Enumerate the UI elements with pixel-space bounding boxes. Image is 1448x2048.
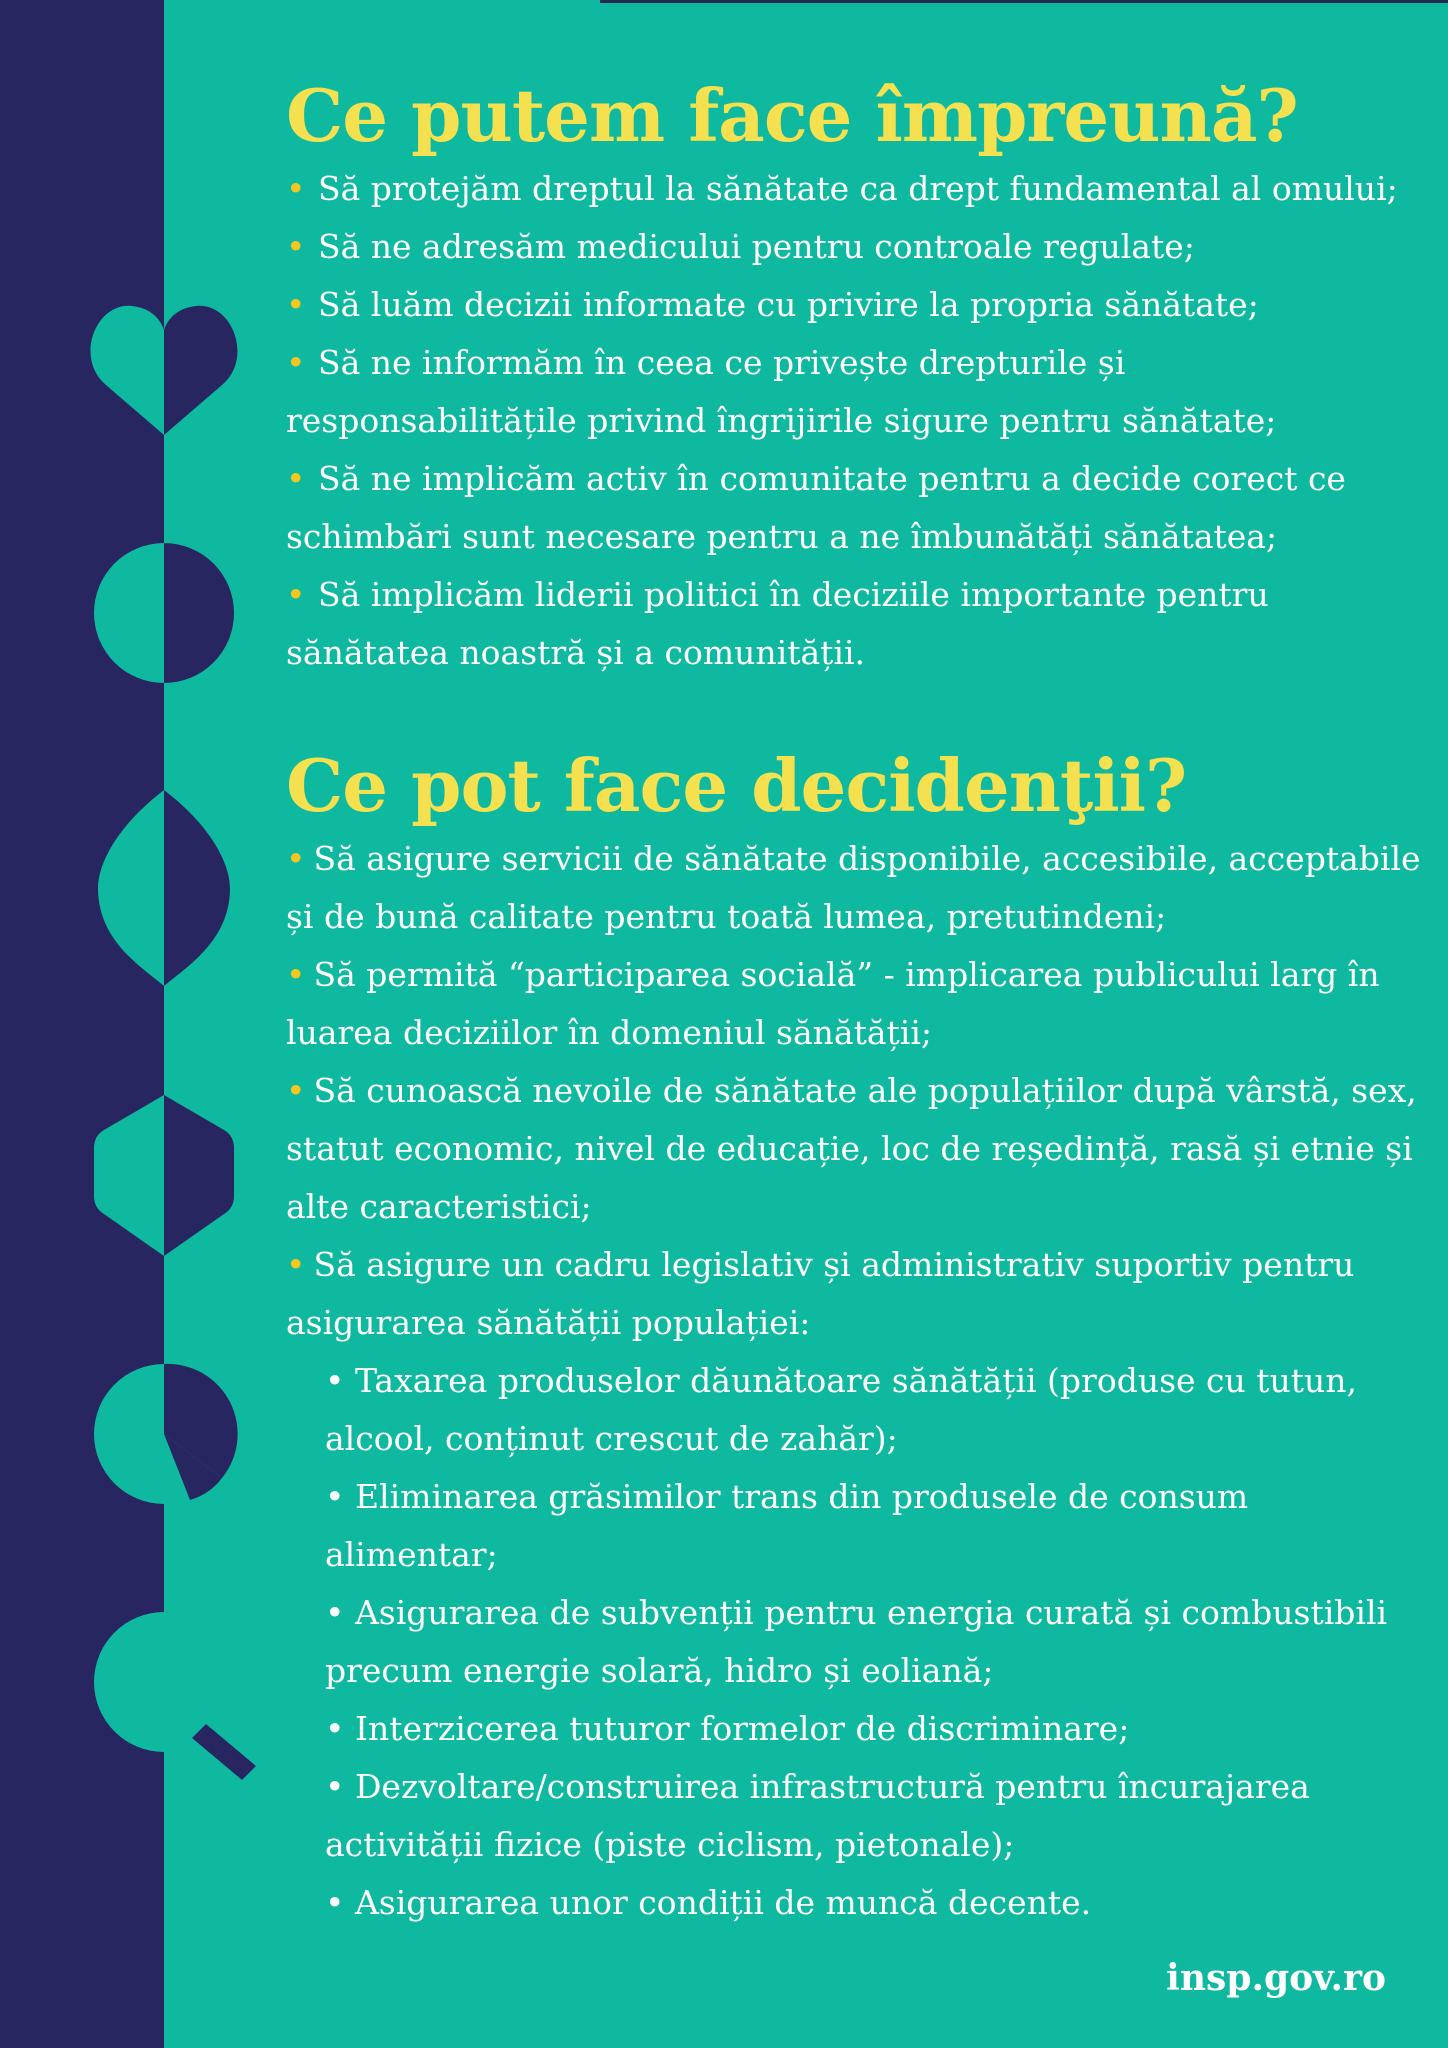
together-list [286,160,1426,682]
sublist-item-text: Eliminarea grăsimilor trans din produsele de consum alimentar; [325,1477,1249,1574]
list-item-text: Să asigure un cadru legislativ și administrativ suportiv pentru asigurarea sănătății populației: [286,1245,1355,1342]
main-content [286,72,1426,1932]
magnifier-shape-icon [94,1612,256,1780]
decorative-shapes [0,0,300,2048]
list-item-text: Să permită “participarea socială” - implicarea publicului larg în luarea deciziilor în domeniul sănătății; [286,955,1380,1052]
sublist-item-text: Asigurarea de subvenții pentru energia curată și combustibili precum energie solară, hidro și eoliană; [325,1593,1388,1690]
list-item [286,830,1426,946]
list-item-text: Să asigure servicii de sănătate disponibile, accesibile, acceptabile și de bună calitate pentru toată lumea, pretutindeni; [286,839,1421,936]
list-item: • Să implicăm liderii politici în deciziile importante pentru sănătatea noastră și a comunității. [286,566,1426,682]
list-item [286,1236,1426,1352]
sublist-item-text: Dezvoltare/construirea infrastructură pentru încurajarea activității fizice (piste ciclism, pietonale); [325,1767,1310,1864]
list-item: • Să protejăm dreptul la sănătate ca drept fundamental al omului; [286,160,1426,218]
sublist-item [325,1700,1426,1758]
list-item [286,1062,1426,1236]
sublist-item-text: Asigurarea unor condiții de muncă decente. [354,1883,1092,1922]
sublist-item [325,1584,1426,1700]
top-border-line [600,0,1448,3]
sublist-item [325,1468,1426,1584]
hexagon-shape-icon [94,1095,234,1256]
circle-shape-icon [94,543,234,683]
sublist-item-text: Taxarea produselor dăunătoare sănătății (produse cu tutun, alcool, conținut crescut de zahăr); [325,1361,1358,1458]
list-item-text: Să cunoască nevoile de sănătate ale populațiilor după vârstă, sex, statut economic, nivel de educație, loc de reședință, rasă și etnie și alte caracteristici; [286,1071,1417,1226]
list-item: • Să ne implicăm activ în comunitate pentru a decide corect ce schimbări sunt necesare pentru a ne îmbunătăți sănătatea; [286,450,1426,566]
list-item: • Să ne adresăm medicului pentru controale regulate; [286,218,1426,276]
sublist-item-text: Interzicerea tuturor formelor de discriminare; [354,1709,1130,1748]
heart-shape-icon [91,306,238,435]
decision-makers-list [286,830,1426,1352]
section-decision-makers [286,742,1426,1932]
sublist-item [325,1352,1426,1468]
list-item [286,946,1426,1062]
section-together [286,72,1426,682]
website-link[interactable]: insp.gov.ro [1166,1957,1386,1999]
list-item: • Să luăm decizii informate cu privire la propria sănătate; [286,276,1426,334]
sublist-item [325,1758,1426,1874]
list-item: • Să ne informăm în ceea ce privește drepturile și responsabilitățile privind îngrijirile sigure pentru sănătate; [286,334,1426,450]
leaf-shape-icon [98,790,230,986]
sublist-item [325,1874,1426,1932]
section-title: Ce pot face decidenţii? [286,743,1187,828]
section-title: Ce putem face împreună? [286,73,1298,158]
measures-sublist [286,1352,1426,1932]
pie-shape-icon [94,1364,238,1504]
